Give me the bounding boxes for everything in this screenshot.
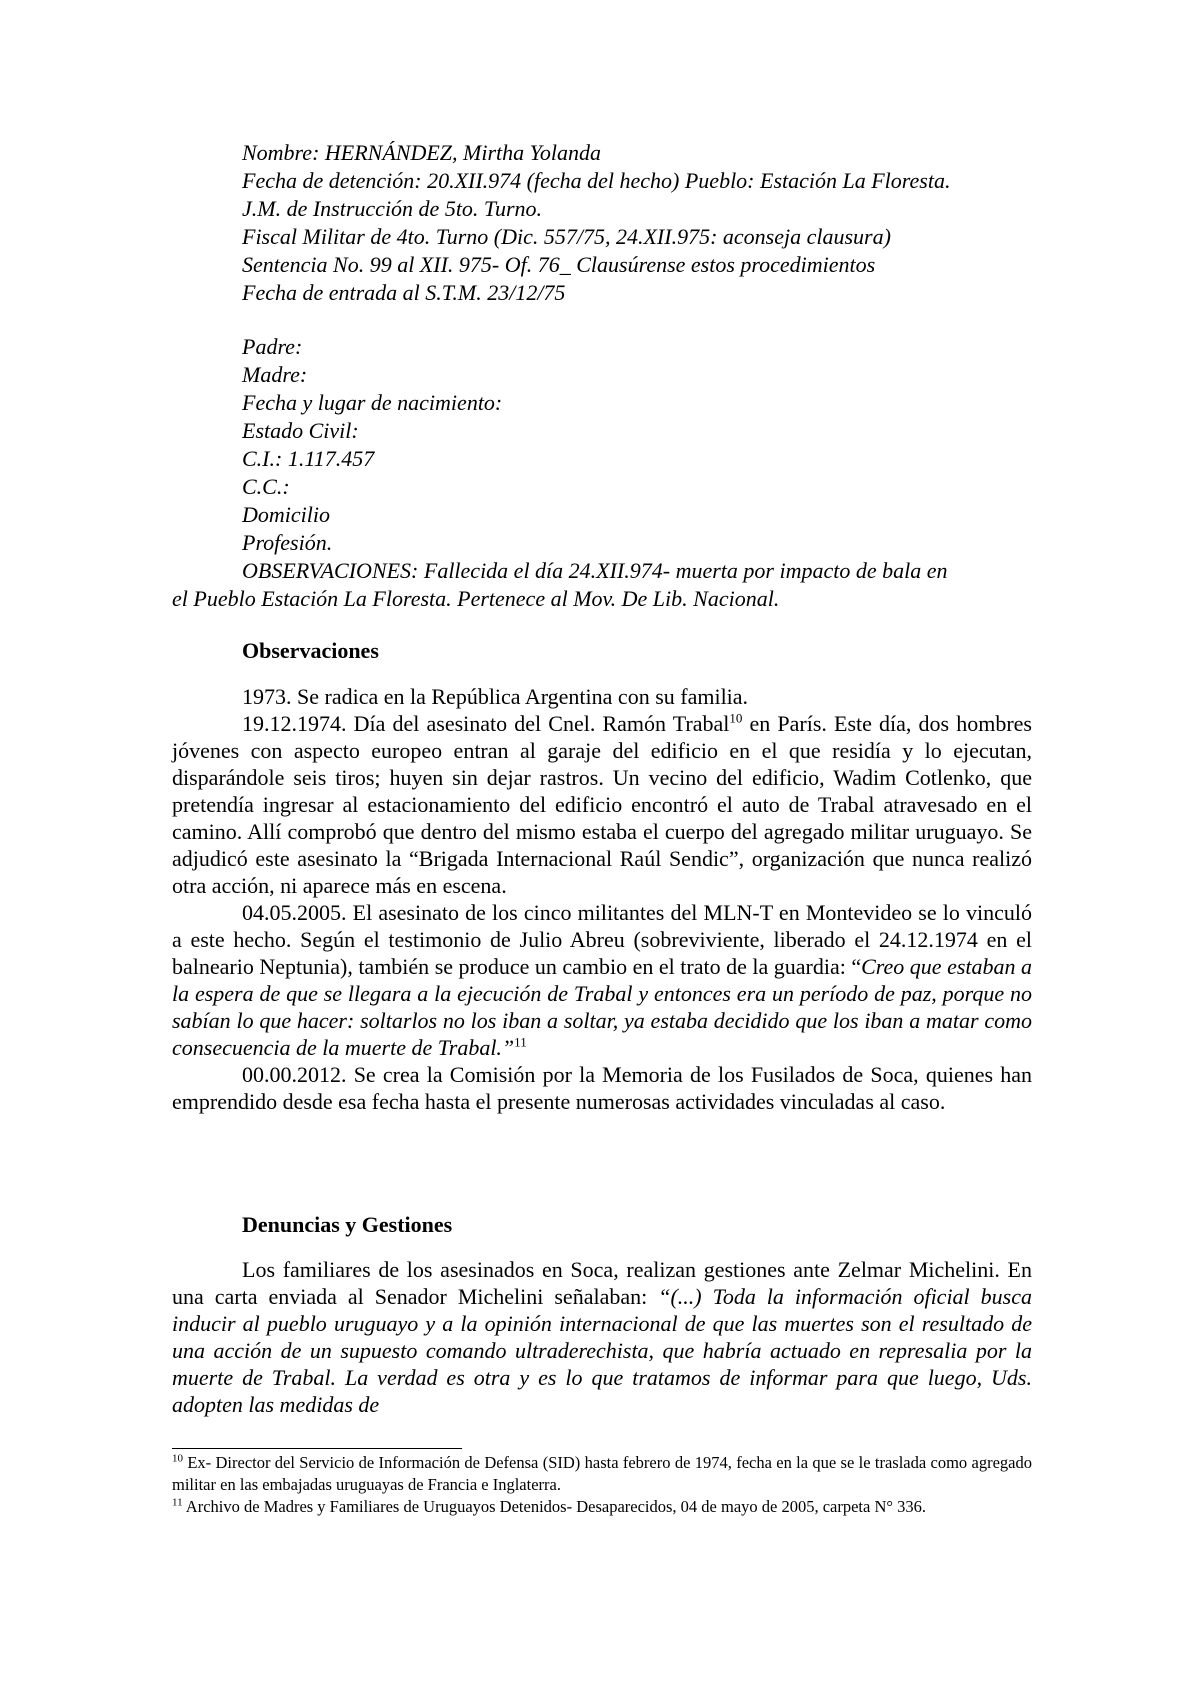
- footnote-ref-10[interactable]: 10: [729, 710, 743, 726]
- record-cc: C.C.:: [242, 474, 290, 499]
- denuncias-body: [172, 1256, 1032, 1418]
- footnote-10: [172, 1452, 1032, 1496]
- footnote-11-text: Archivo de Madres y Familiares de Uruguayos Detenidos- Desaparecidos, 04 de mayo de 2005, carpeta N° 336.: [182, 1497, 926, 1516]
- observaciones-paragraph-1973: 1973. Se radica en la República Argentina con su familia.: [242, 684, 749, 709]
- detention-record: [172, 139, 1032, 613]
- record-spacer: [172, 307, 1032, 333]
- den-text-a: Los familiares de los asesinados en Soca, realizan gestiones ante Zelmar Michelini. En una carta enviada al Senador Michelini señalaban:: [172, 1257, 1032, 1309]
- observaciones-body: [172, 683, 1032, 1115]
- record-padre: Padre:: [242, 334, 303, 359]
- den-quote: “(...) Toda la información oficial busca inducir al pueblo uruguayo y a la opinión internacional de que las muertes son el resultado de una acción de un supuesto comando ultraderechista, que habría actuado en represalia por la muerte de Trabal. La verdad es otra y es lo que tratamos de informar para que luego, Uds. adopten las medidas de: [172, 1284, 1032, 1417]
- record-fecha-entrada: Fecha de entrada al S.T.M. 23/12/75: [242, 280, 566, 305]
- record-madre: Madre:: [242, 362, 308, 387]
- denuncias-paragraph: [172, 1256, 1032, 1418]
- record-nombre: Nombre: HERNÁNDEZ, Mirtha Yolanda: [242, 140, 601, 165]
- p3-text-a: 04.05.2005. El asesinato de los cinco militantes del MLN-T en Montevideo se lo vinculó a este hecho. Según el testimonio de Julio Abreu (sobreviviente, liberado el 24.12.1974 en el balneario Neptunia), también se produce un cambio en el trato de la guardia: “: [172, 900, 1032, 979]
- p2-text-b: en París. Este día, dos hombres jóvenes con aspecto europeo entran al garaje del edificio en el que residía y lo ejecutan, disparándole seis tiros; huyen sin dejar rastros. Un vecino del edificio, Wadim Cotlenko, que pretendía ingresar al estacionamiento del edificio encontró el auto de Trabal atravesado en el camino. Allí comprobó que dentro del mismo estaba el cuerpo del agregado militar uruguayo. Se adjudicó este asesinato la “Brigada Internacional Raúl Sendic”, organización que nunca realizó otra acción, ni aparece más en escena.: [172, 711, 1032, 898]
- footnote-10-text: Ex- Director del Servicio de Información de Defensa (SID) hasta febrero de 1974, fecha en la que se le traslada como agregado militar en las embajadas uruguayas de Francia e Inglaterra.: [172, 1453, 1032, 1494]
- p2-text-a: 19.12.1974. Día del asesinato del Cnel. Ramón Trabal: [242, 711, 730, 736]
- record-fecha-detencion: Fecha de detención: 20.XII.974 (fecha del hecho) Pueblo: Estación La Floresta.: [242, 168, 951, 193]
- observaciones-paragraph-1974: [172, 710, 1032, 899]
- footnote-10-number: 10: [172, 1452, 183, 1465]
- record-profesion: Profesión.: [242, 530, 333, 555]
- observaciones-paragraph-2005: [172, 899, 1032, 1061]
- record-domicilio: Domicilio: [242, 502, 330, 527]
- section-heading-observaciones: [172, 637, 1032, 665]
- footnote-separator: [172, 1448, 462, 1449]
- section-heading-denuncias: [172, 1211, 1032, 1239]
- record-nacimiento: Fecha y lugar de nacimiento:: [242, 390, 503, 415]
- footnote-11-number: 11: [172, 1496, 183, 1509]
- observaciones-paragraph-2012: 00.00.2012. Se crea la Comisión por la Memoria de los Fusilados de Soca, quienes han emprendido desde esa fecha hasta el presente numerosas actividades vinculadas al caso.: [172, 1062, 1032, 1114]
- denuncias-heading-text: Denuncias y Gestiones: [242, 1212, 453, 1237]
- record-fiscal: Fiscal Militar de 4to. Turno (Dic. 557/75, 24.XII.975: aconseja clausura): [242, 224, 891, 249]
- footnote-ref-11[interactable]: 11: [514, 1034, 527, 1050]
- record-sentencia: Sentencia No. 99 al XII. 975- Of. 76_ Clausúrense estos procedimientos: [242, 252, 876, 277]
- observaciones-heading-text: Observaciones: [242, 638, 379, 663]
- record-estado-civil: Estado Civil:: [242, 418, 359, 443]
- record-observaciones-line1: OBSERVACIONES: Fallecida el día 24.XII.974- muerta por impacto de bala en: [242, 558, 948, 583]
- footnote-11: [172, 1496, 1032, 1518]
- p3-quote: Creo que estaban a la espera de que se llegara a la ejecución de Trabal y entonces era un período de paz, porque no sabían lo que hacer: soltarlos no los iban a soltar, ya estaba decidido que los iban a matar como consecuencia de la muerte de Trabal.”: [172, 954, 1033, 1060]
- record-ci: C.I.: 1.117.457: [242, 446, 375, 471]
- record-jm: J.M. de Instrucción de 5to. Turno.: [242, 196, 543, 221]
- record-observaciones-line2: el Pueblo Estación La Floresta. Pertenece al Mov. De Lib. Nacional.: [172, 586, 780, 611]
